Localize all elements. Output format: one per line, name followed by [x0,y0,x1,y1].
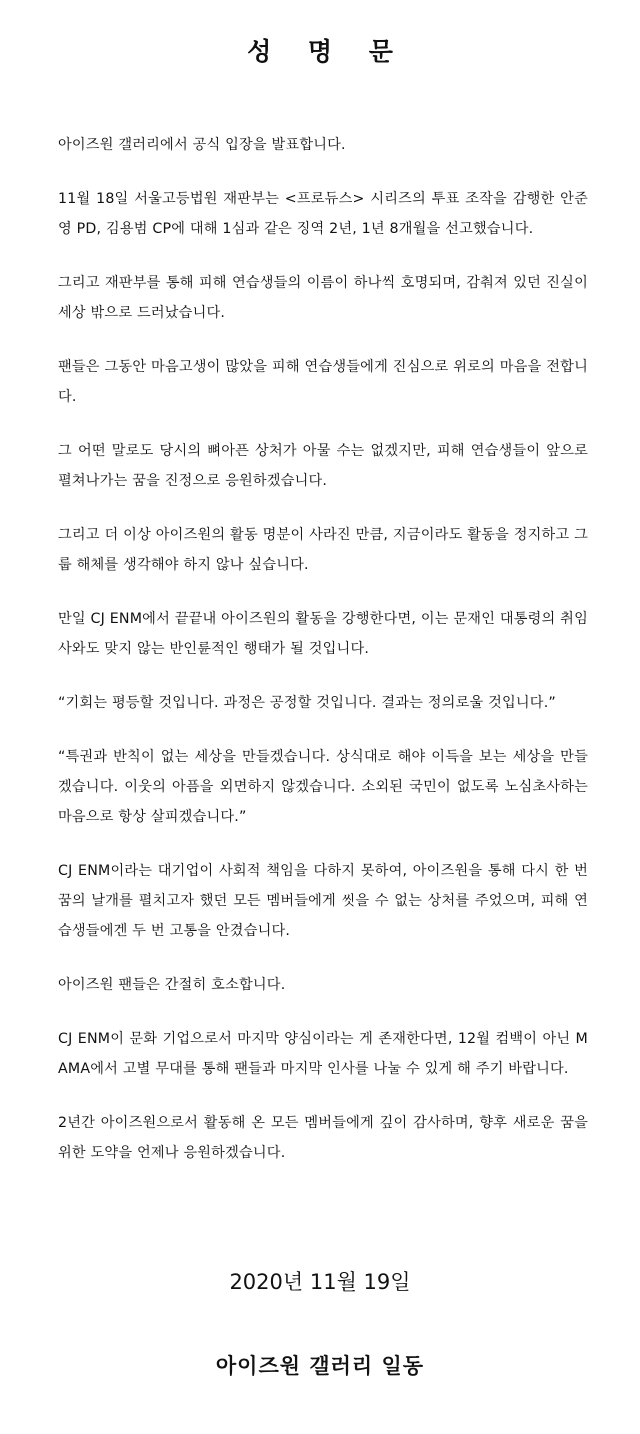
paragraph-consolation: 팬들은 그동안 마음고생이 많았을 피해 연습생들에게 진심으로 위로의 마음을 전합니다. [58,359,588,405]
paragraph-truth: 그리고 재판부를 통해 피해 연습생들의 이름이 하나씩 호명되며, 감춰져 있던 진실이 세상 밖으로 드러났습니다. [58,275,588,321]
quote-privilege: “특권과 반칙이 없는 세상을 만들겠습니다. 상식대로 해야 이득을 보는 세상을 만들겠습니다. 이웃의 아픔을 외면하지 않겠습니다. 소외된 국민이 없도록 노심초사하는 마음으로 항상 살피겠습니다.” [58,749,588,825]
paragraph-intro: 아이즈원 갤러리에서 공식 입장을 발표합니다. [58,137,346,153]
paragraph-support: 그 어떤 말로도 당시의 뼈아픈 상처가 아물 수는 없겠지만, 피해 연습생들이 앞으로 펼쳐나가는 꿈을 진정으로 응원하겠습니다. [58,443,588,489]
paragraph-thanks: 2년간 아이즈원으로서 활동해 온 모든 멤버들에게 깊이 감사하며, 향후 새로운 꿈을 위한 도약을 언제나 응원하겠습니다. [58,1115,588,1161]
statement-date: 2020년 11월 19일 [229,1270,411,1294]
quote-opportunity: “기회는 평등할 것입니다. 과정은 공정할 것입니다. 결과는 정의로울 것입니다.” [58,695,556,711]
statement-body [58,130,588,1168]
paragraph-mama-request: CJ ENM이 문화 기업으로서 마지막 양심이라는 게 존재한다면, 12월 컴백이 아닌 MAMA에서 고별 무대를 통해 팬들과 마지막 인사를 나눌 수 있게 해 주기 바랍니다. [58,1031,588,1077]
paragraph-appeal: 아이즈원 팬들은 간절히 호소합니다. [58,977,286,993]
statement-signature: 아이즈원 갤러리 일동 [215,1354,425,1378]
paragraph-responsibility: CJ ENM이라는 대기업이 사회적 책임을 다하지 못하여, 아이즈원을 통해 다시 한 번 꿈의 날개를 펼치고자 했던 모든 멤버들에게 씻을 수 없는 상처를 주었으며, 피해 연습생들에겐 두 번 고통을 안겼습니다. [58,863,588,939]
paragraph-disband: 그리고 더 이상 아이즈원의 활동 명분이 사라진 만큼, 지금이라도 활동을 정지하고 그룹 해체를 생각해야 하지 않나 싶습니다. [58,527,588,573]
paragraph-warning: 만일 CJ ENM에서 끝끝내 아이즈원의 활동을 강행한다면, 이는 문재인 대통령의 취임사와도 맞지 않는 반인륜적인 행태가 될 것입니다. [58,611,588,657]
document-title: 성 명 문 [247,37,407,66]
paragraph-verdict: 11월 18일 서울고등법원 재판부는 <프로듀스> 시리즈의 투표 조작을 감행한 안준영 PD, 김용범 CP에 대해 1심과 같은 징역 2년, 1년 8개월을 선고했습니다. [58,191,588,237]
